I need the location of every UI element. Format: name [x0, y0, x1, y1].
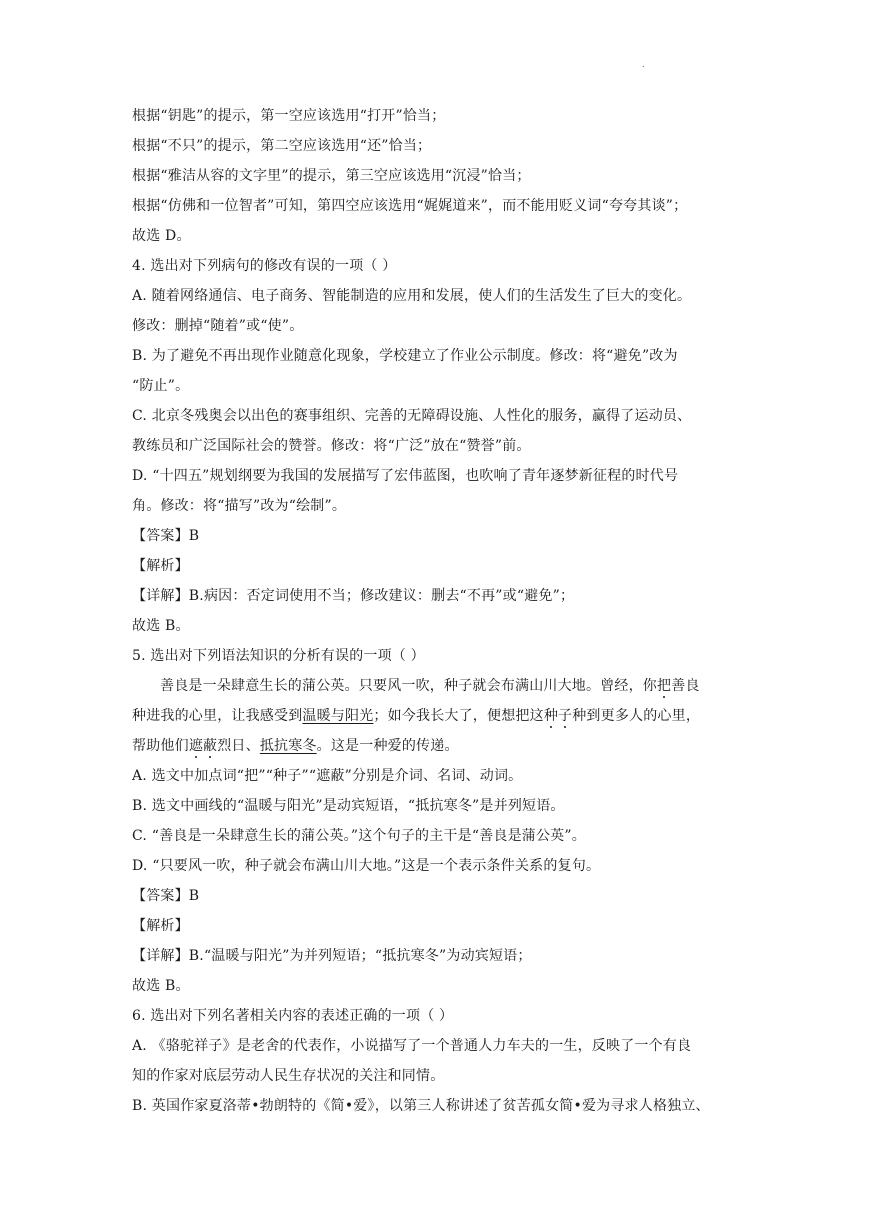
answer-label: 【答案】B: [132, 528, 200, 544]
option-b: B. 英国作家夏洛蒂•勃朗特的《简•爱》，以第三人称讲述了贫苦孤女简•爱为寻求人格独立、: [132, 1098, 710, 1114]
dotted-word: 种: [543, 708, 559, 724]
passage-line: [160, 676, 700, 696]
analysis-label: 【解析】: [132, 558, 189, 574]
text-line: 角。修改：将“描写”改为“绘制”。: [132, 498, 347, 514]
option-d: D. “只要风一吹，种子就会布满山川大地。”这是一个表示条件关系的复句。: [132, 858, 601, 874]
detail-line: 【详解】B.“温暖与阳光”为并列短语；“抵抗寒冬”为动宾短语；: [132, 948, 532, 964]
option-c: C. “善良是一朵肆意生长的蒲公英。”这个句子的主干是“善良是蒲公英”。: [132, 828, 586, 844]
option-b: B. 选文中画线的“温暖与阳光”是动宾短语，“抵抗寒冬”是并列短语。: [132, 798, 565, 814]
dotted-word: 蔽: [203, 738, 218, 754]
passage-text: ；如今我长大了，便想把这: [373, 708, 544, 724]
text-line: 根据“不只”的提示，第二空应该选用“还”恰当；: [132, 138, 432, 154]
question-6-stem: 6. 选出对下列名著相关内容的表述正确的一项（ ）: [132, 1008, 454, 1024]
dotted-word: 子: [558, 708, 573, 724]
text-line: 故选 B。: [132, 618, 190, 634]
option-c: C. 北京冬残奥会以出色的赛事组织、完善的无障碍设施、人性化的服务，赢得了运动员、: [132, 408, 692, 424]
passage-text: 。这是一种爱的传递。: [316, 738, 459, 754]
option-a: A. 随着网络通信、电子商务、智能制造的应用和发展，使人们的生活发生了巨大的变化。: [132, 288, 692, 304]
text-line: 根据“仿佛和一位智者”可知，第四空应该选用“娓娓道来”，而不能用贬义词“夸夸其谈”；: [132, 198, 688, 214]
option-a: A. 选文中加点词“把”“种子”“遮蔽”分别是介词、名词、动词。: [132, 768, 523, 784]
passage-text: 烈日、: [217, 738, 260, 754]
passage-text: 帮助他们: [132, 738, 189, 754]
option-b: B. 为了避免不再出现作业随意化现象，学校建立了作业公示制度。修改：将“避免”改为: [132, 348, 678, 364]
passage-text: 种进我的心里，让我感受到: [132, 708, 303, 724]
text-line: 教练员和广泛国际社会的赞誉。修改：将“广泛”放在“赞誉”前。: [132, 438, 531, 454]
answer-label: 【答案】B: [132, 888, 200, 904]
passage-text: 善良: [671, 678, 700, 694]
passage-text: 善良是一朵肆意生长的蒲公英。只要风一吹，种子就会布满山川大地。曾经，你: [160, 678, 657, 694]
dotted-word: 遮: [188, 738, 204, 754]
passage-line: [132, 706, 700, 726]
text-line: “防止”。: [132, 378, 190, 394]
text-line: 故选 D。: [132, 228, 191, 244]
text-line: 根据“雅洁从容的文字里”的提示，第三空应该选用“沉浸”恰当；: [132, 168, 531, 184]
text-line: 故选 B。: [132, 978, 190, 994]
dotted-word: 把: [657, 678, 672, 694]
question-5-stem: 5. 选出对下列语法知识的分析有误的一项（ ）: [132, 648, 425, 664]
text-line: 知的作家对底层劳动人民生存状况的关注和同情。: [132, 1068, 445, 1084]
question-4-stem: 4. 选出对下列病句的修改有误的一项（ ）: [132, 258, 397, 274]
passage-line: [132, 736, 459, 756]
text-line: 根据“钥匙”的提示，第一空应该选用“打开”恰当；: [132, 108, 446, 124]
page-mark: .: [642, 60, 645, 69]
option-a: A. 《骆驼祥子》是老舍的代表作，小说描写了一个普通人力车夫的一生，反映了一个有良: [132, 1038, 692, 1054]
detail-line: 【详解】B.病因：否定词使用不当；修改建议：删去“不再”或“避免”；: [132, 588, 575, 604]
text-line: 修改：删掉“随着”或“使”。: [132, 318, 304, 334]
analysis-label: 【解析】: [132, 918, 189, 934]
underlined-phrase: 抵抗寒冬: [259, 738, 317, 754]
option-d: D. “十四五”规划纲要为我国的发展描写了宏伟蓝图，也吹响了青年逐梦新征程的时代号: [132, 468, 679, 484]
underlined-phrase: 温暖与阳光: [302, 708, 374, 724]
passage-text: 种到更多人的心里，: [572, 708, 701, 724]
